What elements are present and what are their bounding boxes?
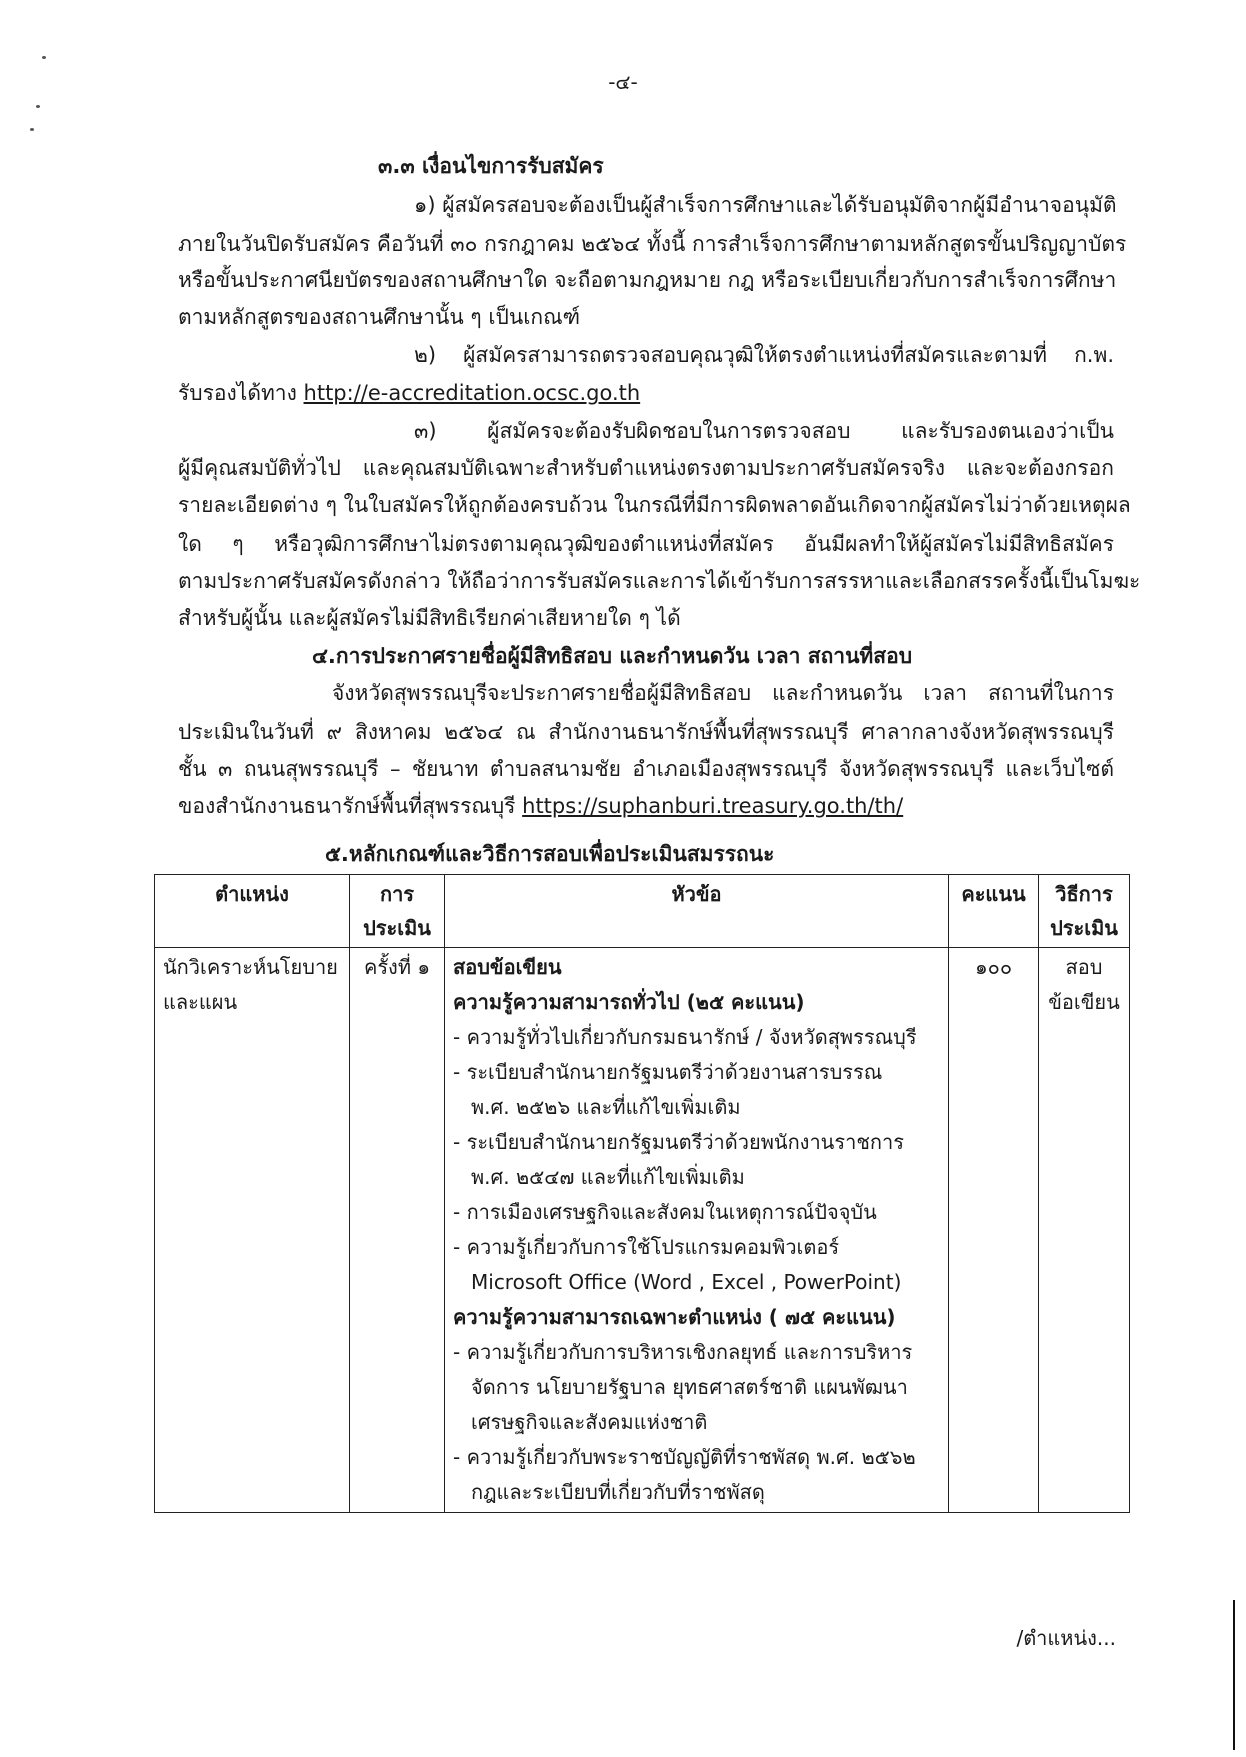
sec33-p3-line2: ผู้มีคุณสมบัติทั่วไป และคุณสมบัติเฉพาะสำหรับตำแหน่งตรงตามประกาศรับสมัครจริง และจะต้องกรอก <box>178 456 1114 480</box>
page-number: -๔- <box>608 70 638 94</box>
topic-item: - ความรู้เกี่ยวกับพระราชบัญญัติที่ราชพัสดุ พ.ศ. ๒๕๖๒ <box>453 1445 916 1469</box>
topic-item: พ.ศ. ๒๕๒๖ และที่แก้ไขเพิ่มเติม <box>471 1095 741 1119</box>
topic-item: - ความรู้ทั่วไปเกี่ยวกับกรมธนารักษ์ / จังหวัดสุพรรณบุรี <box>453 1025 917 1049</box>
sec33-p1-line4: ตามหลักสูตรของสถานศึกษานั้น ๆ เป็นเกณฑ์ <box>178 305 581 329</box>
sec33-p3-line6: สำหรับผู้นั้น และผู้สมัครไม่มีสิทธิเรียกค่าเสียหายใด ๆ ได้ <box>178 606 681 630</box>
table-row <box>155 948 1130 1513</box>
header-method-line1: วิธีการ <box>1055 882 1113 906</box>
criteria-table <box>154 874 1130 1513</box>
sec33-p3-line4: ใด ๆ หรือวุฒิการศึกษาไม่ตรงตามคุณวุฒิของตำแหน่งที่สมัคร อันมีผลทำให้ผู้สมัครไม่มีสิทธิสมัคร <box>178 532 1114 556</box>
cell-position <box>155 948 350 1513</box>
scan-edge-line <box>1233 1600 1235 1750</box>
section-4-heading: ๔.การประกาศรายชื่อผู้มีสิทธิสอบ และกำหนดวัน เวลา สถานที่สอบ <box>312 644 913 668</box>
sec4-line1: จังหวัดสุพรรณบุรีจะประกาศรายชื่อผู้มีสิทธิสอบ และกำหนดวัน เวลา สถานที่ในการ <box>332 681 1114 705</box>
cell-round: ครั้งที่ ๑ <box>350 948 445 1513</box>
topic-item: จัดการ นโยบายรัฐบาล ยุทธศาสตร์ชาติ แผนพัฒนา <box>471 1375 908 1399</box>
header-round <box>350 875 445 948</box>
header-round-line1: การ <box>379 882 415 906</box>
sec4-line3: ชั้น ๓ ถนนสุพรรณบุรี – ชัยนาท ตำบลสนามชัย อำเภอเมืองสุพรรณบุรี จังหวัดสุพรรณบุรี และเว็บไซต์ <box>178 757 1114 781</box>
cell-method <box>1039 948 1130 1513</box>
section-3-3-heading: ๓.๓ เงื่อนไขการรับสมัคร <box>378 154 604 178</box>
ocsc-accreditation-link[interactable]: http://e-accreditation.ocsc.go.th <box>303 381 641 405</box>
topic-item: Microsoft Office (Word , Excel , PowerPoint) <box>471 1270 902 1294</box>
scan-speck <box>36 105 40 108</box>
cell-score: ๑๐๐ <box>949 948 1039 1513</box>
header-score: คะแนน <box>949 875 1039 948</box>
sec4-line2: ประเมินในวันที่ ๙ สิงหาคม ๒๕๖๔ ณ สำนักงานธนารักษ์พื้นที่สุพรรณบุรี ศาลากลางจังหวัดสุพรรณบุรี <box>178 720 1114 744</box>
sec33-p2-text: รับรองได้ทาง <box>178 381 304 405</box>
treasury-website-link[interactable]: https://suphanburi.treasury.go.th/th/ <box>522 794 904 818</box>
sec33-p2-line2 <box>178 377 640 410</box>
topic-heading: ความรู้ความสามารถทั่วไป (๒๕ คะแนน) <box>453 990 805 1014</box>
topic-item: เศรษฐกิจและสังคมแห่งชาติ <box>471 1410 708 1434</box>
header-method-line2: ประเมิน <box>1050 916 1118 940</box>
topic-heading: สอบข้อเขียน <box>453 955 562 979</box>
table-header-row <box>155 875 1130 948</box>
topic-item: - การเมืองเศรษฐกิจและสังคมในเหตุการณ์ปัจจุบัน <box>453 1200 877 1224</box>
scan-speck <box>30 128 34 131</box>
position-line2: และแผน <box>163 990 238 1014</box>
topic-item: - ความรู้เกี่ยวกับการบริหารเชิงกลยุทธ์ และการบริหาร <box>453 1340 913 1364</box>
topic-item: - ความรู้เกี่ยวกับการใช้โปรแกรมคอมพิวเตอร์ <box>453 1235 840 1259</box>
sec33-p1-first: ๑) ผู้สมัครสอบจะต้องเป็นผู้สำเร็จการศึกษาและได้รับอนุมัติจากผู้มีอำนาจอนุมัติ <box>414 193 1117 217</box>
sec33-p1-line3: หรือขั้นประกาศนียบัตรของสถานศึกษาใด จะถือตามกฎหมาย กฎ หรือระเบียบเกี่ยวกับการสำเร็จการศึกษา <box>178 268 1117 292</box>
topic-item: - ระเบียบสำนักนายกรัฐมนตรีว่าด้วยงานสารบรรณ <box>453 1060 883 1084</box>
sec33-p2-first: ๒) ผู้สมัครสามารถตรวจสอบคุณวุฒิให้ตรงตำแหน่งที่สมัครและตามที่ ก.พ. <box>414 343 1114 367</box>
header-topic: หัวข้อ <box>445 875 949 948</box>
sec33-p3-line5: ตามประกาศรับสมัครดังกล่าว ให้ถือว่าการรับสมัครและการได้เข้ารับการสรรหาและเลือกสรรครั้งนี้เป็นโมฆะ <box>178 569 1141 593</box>
sec33-p1-line2: ภายในวันปิดรับสมัคร คือวันที่ ๓๐ กรกฎาคม ๒๕๖๔ ทั้งนี้ การสำเร็จการศึกษาตามหลักสูตรขั้นปริญญาบัตร <box>178 232 1127 256</box>
header-position: ตำแหน่ง <box>155 875 350 948</box>
topic-item: พ.ศ. ๒๕๔๗ และที่แก้ไขเพิ่มเติม <box>471 1165 745 1189</box>
topic-heading: ความรู้ความสามารถเฉพาะตำแหน่ง ( ๗๕ คะแนน) <box>453 1305 896 1329</box>
header-round-line2: ประเมิน <box>363 916 431 940</box>
cell-topic <box>445 948 949 1513</box>
topic-item: กฎและระเบียบที่เกี่ยวกับที่ราชพัสดุ <box>471 1480 765 1504</box>
topic-item: - ระเบียบสำนักนายกรัฐมนตรีว่าด้วยพนักงานราชการ <box>453 1130 904 1154</box>
section-5-heading: ๕.หลักเกณฑ์และวิธีการสอบเพื่อประเมินสมรรถนะ <box>325 842 775 866</box>
position-line1: นักวิเคราะห์นโยบาย <box>163 955 338 979</box>
sec4-line4-text: ของสำนักงานธนารักษ์พื้นที่สุพรรณบุรี <box>178 794 523 818</box>
method-line2: ข้อเขียน <box>1048 990 1120 1014</box>
header-method <box>1039 875 1130 948</box>
method-line1: สอบ <box>1065 955 1103 979</box>
scan-speck <box>42 56 46 59</box>
sec4-line4 <box>178 790 903 823</box>
sec33-p3-first: ๓) ผู้สมัครจะต้องรับผิดชอบในการตรวจสอบ และรับรองตนเองว่าเป็น <box>414 419 1114 443</box>
sec33-p3-line3: รายละเอียดต่าง ๆ ในใบสมัครให้ถูกต้องครบถ้วน ในกรณีที่มีการผิดพลาดอันเกิดจากผู้สมัครไม่ว่าด้วยเหตุผล <box>178 493 1131 517</box>
continuation-footer: /ตำแหน่ง... <box>1016 1626 1116 1650</box>
